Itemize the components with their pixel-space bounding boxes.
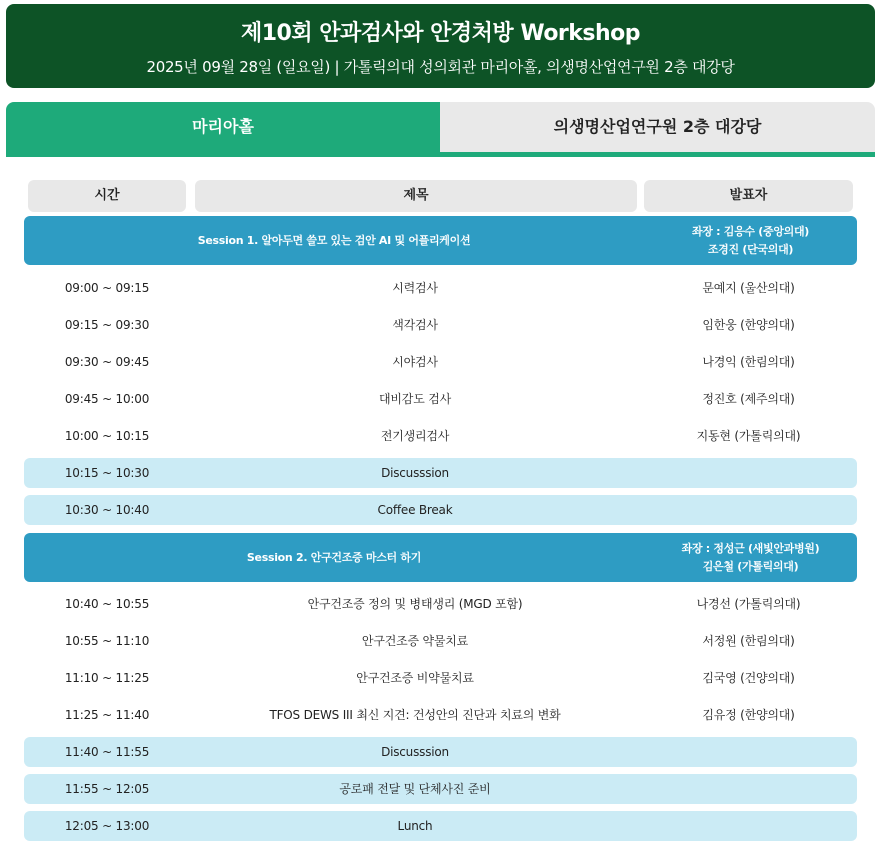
tab-underline bbox=[6, 152, 875, 157]
session-title: Session 2. 안구건조증 마스터 하기 bbox=[246, 551, 422, 564]
session-chair: 김은철 (가톨릭의대) bbox=[702, 560, 799, 573]
row-title: Discusssion bbox=[381, 745, 449, 759]
table-row bbox=[24, 310, 857, 340]
table-row bbox=[24, 384, 857, 414]
row-time: 11:55 ~ 12:05 bbox=[64, 782, 150, 796]
table-row bbox=[24, 273, 857, 303]
row-title: 공로패 전달 및 단체사진 준비 bbox=[339, 782, 491, 796]
row-title: 색각검사 bbox=[392, 318, 438, 332]
table-row-break bbox=[24, 811, 857, 841]
row-title: TFOS DEWS III 최신 지견: 건성안의 진단과 치료의 변화 bbox=[269, 708, 561, 722]
session-chair: 좌장 : 정성근 (새빛안과병원) bbox=[681, 542, 820, 555]
session-chairs bbox=[644, 540, 857, 576]
tab-maria-hall[interactable]: 마리아홀 bbox=[6, 102, 440, 152]
row-speaker: 김국영 (건양의대) bbox=[702, 671, 795, 685]
row-title: Coffee Break bbox=[377, 503, 453, 517]
row-time: 10:30 ~ 10:40 bbox=[64, 503, 150, 517]
row-speaker bbox=[640, 458, 857, 488]
row-speaker bbox=[640, 737, 857, 767]
row-speaker: 임한웅 (한양의대) bbox=[702, 318, 795, 332]
row-speaker bbox=[640, 495, 857, 525]
table-row bbox=[24, 347, 857, 377]
table-row-break bbox=[24, 774, 857, 804]
page-title: 제10회 안과검사와 안경처방 Workshop bbox=[240, 21, 641, 46]
row-time: 09:30 ~ 09:45 bbox=[64, 355, 150, 369]
row-speaker: 나경선 (가톨릭의대) bbox=[696, 597, 801, 611]
row-time: 10:00 ~ 10:15 bbox=[64, 429, 150, 443]
schedule-panel bbox=[6, 102, 875, 862]
row-time: 11:40 ~ 11:55 bbox=[64, 745, 150, 759]
page-header bbox=[6, 4, 875, 88]
session-1-header bbox=[24, 216, 857, 265]
row-title: 전기생리검사 bbox=[380, 429, 450, 443]
row-speaker bbox=[640, 811, 857, 841]
row-speaker: 지동현 (가톨릭의대) bbox=[696, 429, 801, 443]
table-row bbox=[24, 626, 857, 656]
session-chair: 좌장 : 김응수 (중앙의대) bbox=[691, 225, 810, 238]
table-row bbox=[24, 663, 857, 693]
row-time: 10:40 ~ 10:55 bbox=[64, 597, 150, 611]
row-speaker: 서정원 (한림의대) bbox=[702, 634, 795, 648]
table-row bbox=[24, 700, 857, 730]
session-chairs bbox=[644, 223, 857, 259]
session-chair: 조경진 (단국의대) bbox=[707, 243, 794, 256]
session-2-header bbox=[24, 533, 857, 582]
tab-main-auditorium[interactable]: 의생명산업연구원 2층 대강당 bbox=[440, 102, 875, 152]
row-speaker: 정진호 (제주의대) bbox=[702, 392, 795, 406]
table-row-break bbox=[24, 458, 857, 488]
table-row-break bbox=[24, 495, 857, 525]
column-header-title: 제목 bbox=[195, 180, 637, 212]
column-header-speaker: 발표자 bbox=[644, 180, 853, 212]
row-title: 안구건조증 약물치료 bbox=[361, 634, 469, 648]
row-title: 시야검사 bbox=[392, 355, 438, 369]
row-title: 대비감도 검사 bbox=[379, 392, 451, 406]
session-title: Session 1. 알아두면 쓸모 있는 검안 AI 및 어플리케이션 bbox=[197, 234, 471, 247]
row-time: 11:25 ~ 11:40 bbox=[64, 708, 150, 722]
row-title: 안구건조증 정의 및 병태생리 (MGD 포함) bbox=[307, 597, 523, 611]
row-title: 시력검사 bbox=[392, 281, 438, 295]
row-time: 09:15 ~ 09:30 bbox=[64, 318, 150, 332]
page-subtitle: 2025년 09월 28일 (일요일) | 가톨릭의대 성의회관 마리아홀, 의생명산업연구원 2층 대강당 bbox=[146, 58, 735, 76]
column-header-time: 시간 bbox=[28, 180, 186, 212]
row-speaker bbox=[640, 774, 857, 804]
row-speaker: 문예지 (울산의대) bbox=[702, 281, 795, 295]
venue-tabs bbox=[6, 102, 875, 152]
row-time: 11:10 ~ 11:25 bbox=[64, 671, 150, 685]
row-time: 10:15 ~ 10:30 bbox=[64, 466, 150, 480]
table-row-break bbox=[24, 737, 857, 767]
table-row bbox=[24, 421, 857, 451]
row-speaker: 나경익 (한림의대) bbox=[702, 355, 795, 369]
table-row bbox=[24, 589, 857, 619]
row-time: 09:00 ~ 09:15 bbox=[64, 281, 150, 295]
row-time: 10:55 ~ 11:10 bbox=[64, 634, 150, 648]
row-title: 안구건조증 비약물치료 bbox=[356, 671, 474, 685]
row-speaker: 김유정 (한양의대) bbox=[702, 708, 795, 722]
row-title: Lunch bbox=[397, 819, 433, 833]
row-time: 12:05 ~ 13:00 bbox=[64, 819, 150, 833]
row-time: 09:45 ~ 10:00 bbox=[64, 392, 150, 406]
row-title: Discusssion bbox=[381, 466, 449, 480]
